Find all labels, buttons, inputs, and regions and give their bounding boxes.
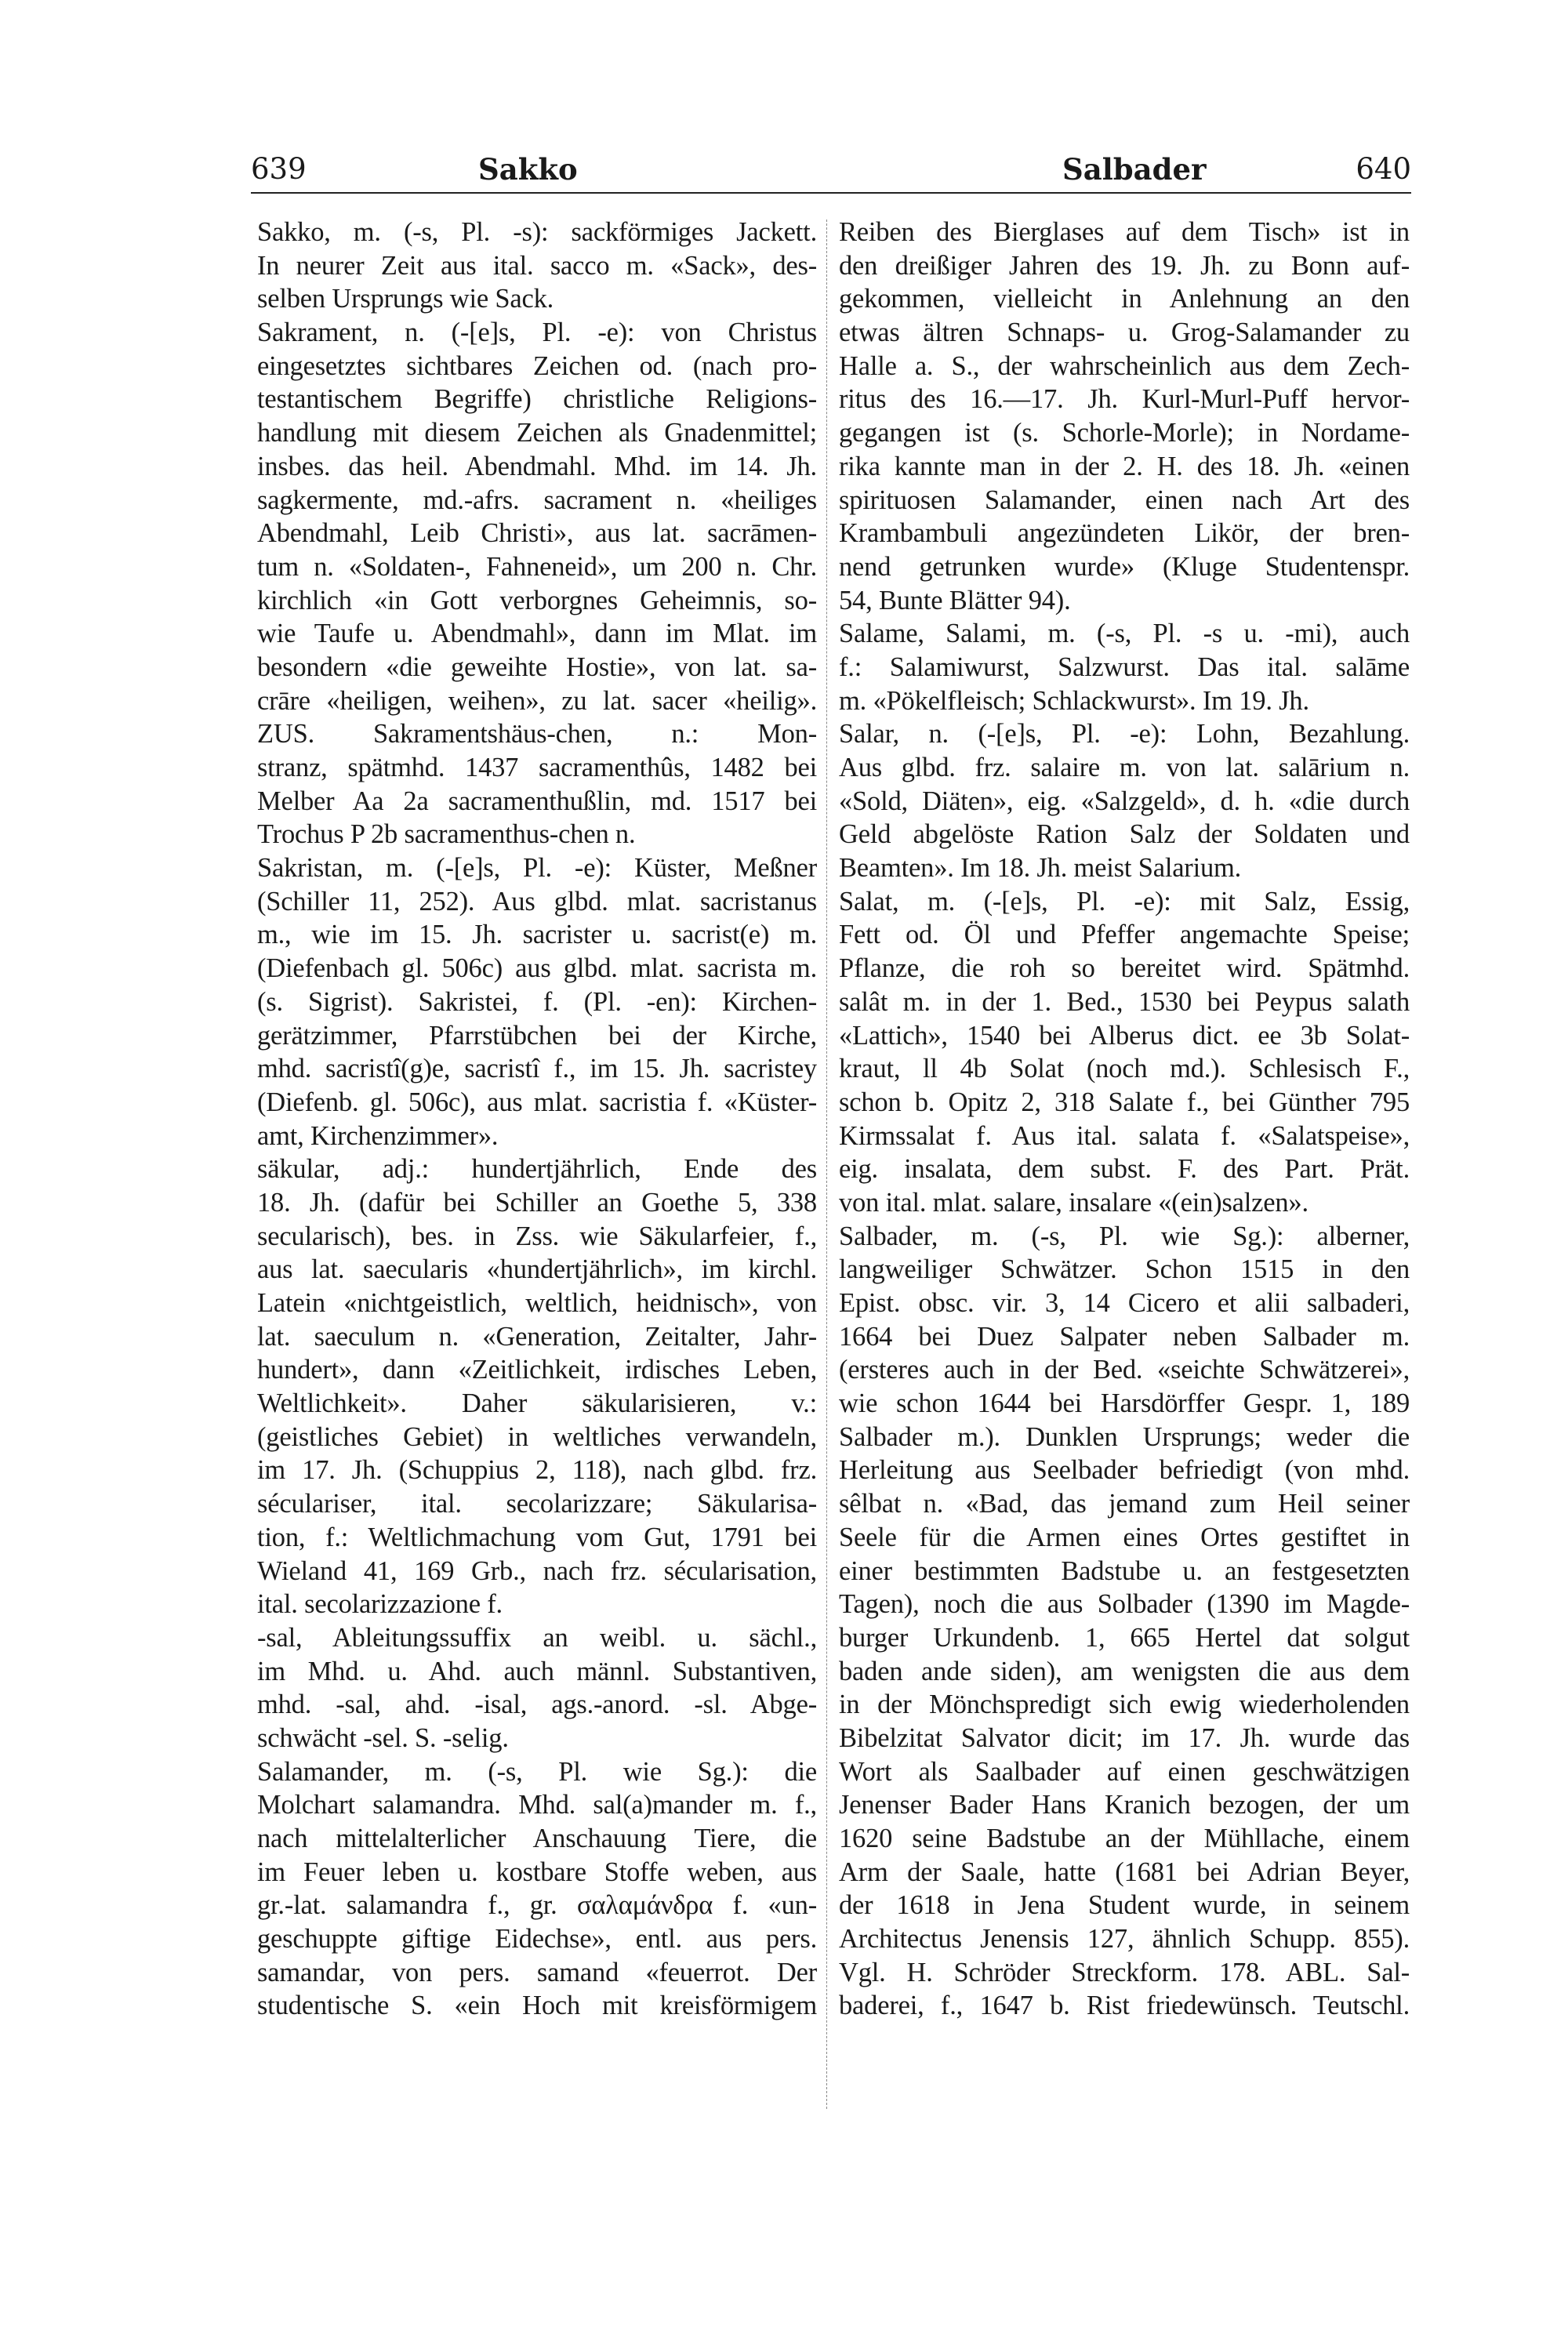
text-line: Wort als Saalbader auf einen geschwätzigen [839,1756,1410,1787]
text-line: einer bestimmten Badstube u. an festgesetzten [839,1555,1410,1586]
text-line: Seele für die Armen eines Ortes gestiftet in [839,1522,1410,1552]
text-line: ritus des 16.—17. Jh. Kurl-Murl-Puff hervor- [839,384,1410,415]
text-line: (Schiller 11, 252). Aus glbd. mlat. sacristanus [257,886,817,916]
text-line: in der Mönchspredigt sich ewig wiederholenden [839,1690,1410,1720]
text-line: baderei, f., 1647 b. Rist friedewünsch. Teutschl. [839,1991,1410,2021]
text-line: nach mittelalterlicher Anschauung Tiere, die [257,1824,817,1853]
text-line: nend getrunken wurde» (Kluge Studentenspr. [839,551,1410,582]
text-line: den dreißiger Jahren des 19. Jh. zu Bonn auf- [839,250,1410,281]
text-line: hundert», dann «Zeitlichkeit, irdisches Leben, [257,1355,817,1385]
text-line: Salat, m. (-[e]s, Pl. -e): mit Salz, Essig, [839,886,1410,916]
text-line: 1620 seine Badstube an der Mühllache, einem [839,1824,1410,1853]
text-line: sêlbat n. «Bad, das jemand zum Heil seiner [839,1489,1410,1519]
text-line: (ersteres auch in der Bed. «seichte Schwätzerei», [839,1355,1410,1385]
text-line: testantischem Begriffe) christliche Religions- [257,384,817,415]
text-line: (Diefenb. gl. 506c), aus mlat. sacristia f. «Küster- [257,1087,817,1117]
text-line: Tagen), noch die aus Solbader (1390 im Magde- [839,1589,1410,1620]
text-line: m., wie im 15. Jh. sacrister u. sacrist(e) m. [257,920,817,950]
text-line: Sakristan, m. (-[e]s, Pl. -e): Küster, Meßner [257,853,817,884]
running-header [251,151,1411,198]
text-line: «Sold, Diäten», eig. «Salzgeld», d. h. «die durch [839,786,1410,816]
text-line: etwas ältren Schnaps- u. Grog-Salamander zu [839,318,1410,348]
text-line: von ital. mlat. salare, insalare «(ein)salzen». [839,1187,1308,1218]
text-line: mhd. -sal, ahd. -isal, ags.-anord. -sl. Abge- [257,1690,817,1720]
text-line: Molchart salamandra. Mhd. sal(a)mander m. f., [257,1790,817,1820]
text-line: kraut, ll 4b Solat (noch md.). Schlesisch F., [839,1054,1410,1084]
text-line: schwächt -sel. S. -selig. [257,1722,509,1753]
text-line: Architectus Jenensis 127, ähnlich Schupp. 855). [839,1924,1410,1955]
text-line: insbes. das heil. Abendmahl. Mhd. im 14. Jh. [257,451,817,481]
text-line: Weltlichkeit». Daher säkularisieren, v.: [257,1388,817,1419]
text-line: im Feuer leben u. kostbare Stoffe weben, aus [257,1857,817,1887]
text-line: Salbader m.). Dunklen Ursprungs; weder die [839,1421,1410,1452]
text-line: tum n. «Soldaten-, Fahneneid», um 200 n. Chr. [257,551,817,582]
text-line: Abendmahl, Leib Christi», aus lat. sacrāmen- [257,518,817,549]
text-line: gerätzimmer, Pfarrstübchen bei der Kirche, [257,1020,817,1051]
text-line: 54, Bunte Blätter 94). [839,585,1071,615]
text-line: gekommen, vielleicht in Anlehnung an den [839,284,1410,314]
text-line: Arm der Saale, hatte (1681 bei Adrian Beyer, [839,1857,1410,1887]
text-line: Pflanze, die roh so bereitet wird. Spätmhd. [839,953,1410,984]
page-number-right: 640 [1356,152,1411,186]
text-line: Wieland 41, 169 Grb., nach frz. sécularisation, [257,1555,817,1586]
text-line: eingesetztes sichtbares Zeichen od. (nach pro- [257,350,817,381]
guide-word-right: Salbader [1062,152,1207,187]
text-line: rika kannte man in der 2. H. des 18. Jh. «einen [839,451,1410,481]
text-line: burger Urkundenb. 1, 665 Hertel dat solgut [839,1622,1410,1653]
text-line: im Mhd. u. Ahd. auch männl. Substantiven, [257,1656,817,1686]
text-line: säkular, adj.: hundertjährlich, Ende des [257,1154,817,1185]
text-line: Melber Aa 2a sacramenthußlin, md. 1517 bei [257,786,817,816]
text-line: Salame, Salami, m. (-s, Pl. -s u. -mi), auch [839,619,1410,649]
text-line: studentische S. «ein Hoch mit kreisförmigem [257,1991,817,2021]
text-line: m. «Pökelfleisch; Schlackwurst». Im 19. Jh. [839,685,1309,716]
text-line: Sakrament, n. (-[e]s, Pl. -e): von Christus [257,318,817,348]
text-line: mhd. sacristî(g)e, sacristî f., im 15. Jh. sacristey [257,1054,817,1084]
header-rule [251,192,1411,194]
page-number-left: 639 [251,152,307,186]
text-line: schon b. Opitz 2, 318 Salate f., bei Günther 795 [839,1087,1410,1117]
text-line: Reiben des Bierglases auf dem Tisch» ist in [839,217,1410,247]
text-line: Latein «nichtgeistlich, weltlich, heidnisch», von [257,1288,817,1318]
text-line: samandar, von pers. samand «feuerrot. Der [257,1957,817,1987]
left-column [257,216,817,2023]
text-line: kirchlich «in Gott verborgnes Geheimnis, so- [257,585,817,615]
text-line: eig. insalata, dem subst. F. des Part. Prät. [839,1154,1410,1185]
text-line: 1664 bei Duez Salpater neben Salbader m. [839,1321,1410,1352]
text-line: «Lattich», 1540 bei Alberus dict. ee 3b Solat- [839,1020,1410,1051]
text-line: Salbader, m. (-s, Pl. wie Sg.): alberner, [839,1221,1410,1251]
text-line: salât m. in der 1. Bed., 1530 bei Peypus salath [839,986,1410,1017]
text-line: Jenenser Bader Hans Kranich bezogen, der um [839,1790,1410,1820]
text-line: secularisch), bes. in Zss. wie Säkularfeier, f., [257,1221,817,1251]
right-column [839,216,1410,2023]
text-line: langweiliger Schwätzer. Schon 1515 in den [839,1254,1410,1285]
text-line: wie Taufe u. Abendmahl», dann im Mlat. im [257,619,817,649]
text-line: Herleitung aus Seelbader befriedigt (von mhd. [839,1455,1410,1486]
text-line: Vgl. H. Schröder Streckform. 178. ABL. Sal- [839,1957,1410,1987]
text-line: baden ande siden), am wenigsten die aus dem [839,1656,1410,1686]
text-line: ital. secolarizzazione f. [257,1589,503,1620]
column-divider [826,220,827,2109]
text-line: -sal, Ableitungssuffix an weibl. u. sächl., [257,1622,817,1653]
text-line: Aus glbd. frz. salaire m. von lat. salārium n. [839,753,1410,782]
text-line: lat. saeculum n. «Generation, Zeitalter, Jahr- [257,1321,817,1352]
text-line: der 1618 in Jena Student wurde, in seinem [839,1890,1410,1921]
text-line: Epist. obsc. vir. 3, 14 Cicero et alii salbaderi, [839,1288,1410,1318]
text-line: Bibelzitat Salvator dicit; im 17. Jh. wurde das [839,1722,1410,1753]
text-line: Geld abgelöste Ration Salz der Soldaten und [839,819,1410,850]
text-line: Salar, n. (-[e]s, Pl. -e): Lohn, Bezahlung. [839,719,1410,750]
text-line: amt, Kirchenzimmer». [257,1120,499,1151]
text-line: gegangen ist (s. Schorle-Morle); in Nordame- [839,418,1410,448]
text-line: Kirmssalat f. Aus ital. salata f. «Salatspeise», [839,1120,1410,1151]
text-line: Halle a. S., der wahrscheinlich aus dem Zech- [839,350,1410,381]
guide-word-left: Sakko [478,152,578,187]
text-line: spirituosen Salamander, einen nach Art des [839,485,1410,515]
text-line: 18. Jh. (dafür bei Schiller an Goethe 5, 338 [257,1187,817,1218]
text-line: geschuppte giftige Eidechse», entl. aus pers. [257,1924,817,1955]
text-line: (Diefenbach gl. 506c) aus glbd. mlat. sacrista m. [257,953,817,984]
text-line: crāre «heiligen, weihen», zu lat. sacer «heilig». [257,685,817,716]
text-line: In neurer Zeit aus ital. sacco m. «Sack», des- [257,250,817,281]
text-line: selben Ursprungs wie Sack. [257,284,554,314]
text-line: gr.-lat. salamandra f., gr. σαλαμάνδρα f. «un- [257,1890,817,1921]
text-line: Salamander, m. (-s, Pl. wie Sg.): die [257,1756,817,1787]
text-line: séculariser, ital. secolarizzare; Säkularisa- [257,1489,817,1519]
text-line: im 17. Jh. (Schuppius 2, 118), nach glbd. frz. [257,1455,817,1486]
text-line: (geistliches Gebiet) in weltliches verwandeln, [257,1421,817,1452]
text-line: besondern «die geweihte Hostie», von lat. sa- [257,652,817,682]
text-line: Fett od. Öl und Pfeffer angemachte Speise; [839,920,1410,950]
text-line: Trochus P 2b sacramenthus-chen n. [257,819,636,850]
text-line: stranz, spätmhd. 1437 sacramenthûs, 1482 bei [257,753,817,782]
text-line: Krambambuli angezündeten Likör, der bren- [839,518,1410,549]
text-line: f.: Salamiwurst, Salzwurst. Das ital. salāme [839,652,1410,682]
text-line: (s. Sigrist). Sakristei, f. (Pl. -en): Kirchen- [257,986,817,1017]
text-line: handlung mit diesem Zeichen als Gnadenmittel; [257,418,817,448]
text-line: ZUS. Sakramentshäus-chen, n.: Mon- [257,719,817,750]
text-line: tion, f.: Weltlichmachung vom Gut, 1791 bei [257,1522,817,1552]
text-line: Beamten». Im 18. Jh. meist Salarium. [839,853,1242,884]
text-line: sagkermente, md.-afrs. sacrament n. «heiliges [257,485,817,515]
text-line: aus lat. saecularis «hundertjährlich», im kirchl. [257,1254,817,1285]
text-line: wie schon 1644 bei Harsdörffer Gespr. 1, 189 [839,1388,1410,1419]
text-line: Sakko, m. (-s, Pl. -s): sackförmiges Jackett. [257,217,817,247]
